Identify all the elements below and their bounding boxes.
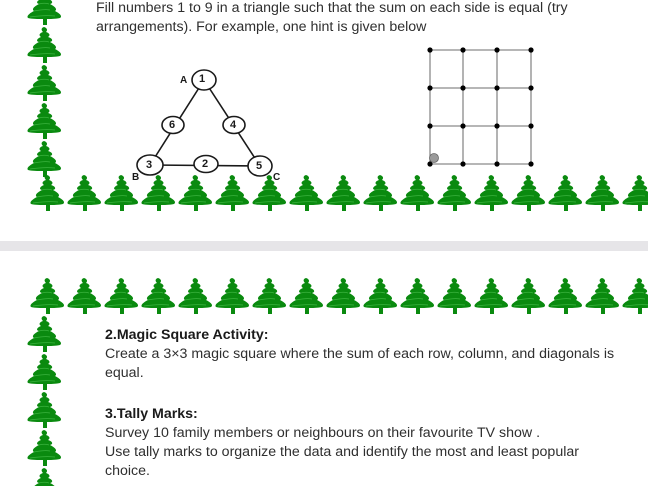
pine-tree-icon: [287, 277, 327, 315]
triangle-node-top: 1: [199, 73, 206, 85]
pine-tree-icon: [25, 391, 65, 429]
tally-marks-text-line1: Survey 10 family members or neighbours on their favourite TV show .: [105, 425, 541, 441]
pine-tree-icon: [509, 277, 549, 315]
pine-tree-icon: [435, 277, 475, 315]
triangle-instruction-line1: Fill numbers 1 to 9 in a triangle such that the sum on each side is equal (try: [96, 0, 568, 16]
pine-tree-icon: [28, 277, 68, 315]
pine-tree-icon: [25, 353, 65, 391]
triangle-instruction-line2: arrangements). For example, one hint is given below: [96, 19, 427, 35]
magic-square-text-line1: Create a 3×3 magic square where the sum of each row, column, and diagonals is: [105, 346, 615, 362]
tally-marks-text-line3: choice.: [105, 463, 150, 479]
worksheet-page-top: [0, 0, 648, 241]
pine-tree-icon: [25, 467, 65, 486]
pine-tree-icon: [620, 277, 648, 315]
tally-marks-text-line2: Use tally marks to organize the data and identify the most and least popular: [105, 444, 579, 460]
pine-tree-icon: [250, 277, 290, 315]
pine-tree-icon: [472, 277, 512, 315]
pine-tree-icon: [102, 277, 142, 315]
magic-square-text-line2: equal.: [105, 365, 144, 381]
pine-tree-icon: [583, 277, 623, 315]
vertex-label-a: A: [180, 75, 188, 86]
triangle-node-bottom-mid: 2: [202, 158, 209, 170]
pine-tree-icon: [361, 277, 401, 315]
vertex-label-b: B: [132, 172, 140, 183]
triangle-node-bottom-left: 3: [146, 159, 153, 171]
pine-tree-icon: [398, 277, 438, 315]
worksheet-page-bottom: [0, 251, 648, 486]
pine-tree-icon: [324, 277, 364, 315]
number-triangle-diagram: [0, 0, 648, 241]
vertex-label-c: C: [273, 172, 281, 183]
magic-square-heading: 2.Magic Square Activity:: [105, 327, 269, 343]
pine-tree-icon: [176, 277, 216, 315]
pine-tree-icon: [546, 277, 586, 315]
pine-tree-icon: [25, 315, 65, 353]
pine-tree-icon: [213, 277, 253, 315]
triangle-node-bottom-right: 5: [256, 160, 263, 172]
triangle-node-left-mid: 6: [169, 119, 176, 131]
pine-tree-icon: [65, 277, 105, 315]
pine-tree-icon: [139, 277, 179, 315]
triangle-node-right-mid: 4: [230, 119, 237, 131]
pine-tree-icon: [25, 429, 65, 467]
page-separator: [0, 241, 648, 251]
tally-marks-heading: 3.Tally Marks:: [105, 406, 198, 422]
